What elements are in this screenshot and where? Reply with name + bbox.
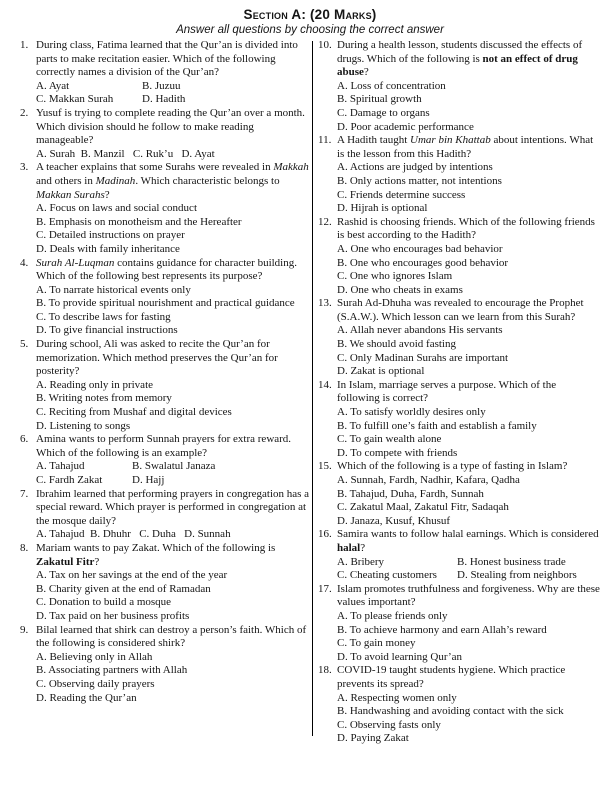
stem-text: Rashid is choosing friends. Which of the following friends is best according to the Hadith? bbox=[337, 215, 595, 242]
answer-options-row: A. Surah B. Manzil C. Ruk’u D. Ayat bbox=[36, 147, 215, 160]
question-body bbox=[36, 624, 312, 706]
answer-option: C. To gain money bbox=[337, 637, 416, 650]
answer-option: D. One who cheats in exams bbox=[337, 283, 463, 296]
question-number: 8. bbox=[20, 541, 29, 554]
question-number: 3. bbox=[20, 161, 29, 174]
question-number: 7. bbox=[20, 487, 29, 500]
answer-option: A. One who encourages bad behavior bbox=[337, 242, 503, 255]
answer-option: C. Only Madinan Surahs are important bbox=[337, 351, 509, 364]
question-body bbox=[36, 161, 312, 256]
answer-option: B. To provide spiritual nourishment and practical guidance bbox=[36, 297, 295, 310]
answer-option: B. Only actions matter, not intentions bbox=[337, 174, 502, 187]
stem-text: Umar bin Khattab bbox=[410, 134, 491, 147]
answer-option: B. Honest business trade bbox=[457, 555, 566, 568]
answer-option: A. Tax on her savings at the end of the year bbox=[36, 569, 228, 582]
question-stem bbox=[337, 134, 600, 161]
question-body bbox=[337, 379, 600, 461]
question-body bbox=[337, 39, 600, 134]
question-8 bbox=[20, 542, 312, 624]
answer-option: C. To describe laws for fasting bbox=[36, 310, 171, 323]
stem-text: Surah Al-Luqman bbox=[36, 256, 115, 269]
question-number: 12. bbox=[318, 215, 332, 228]
stem-text: A Hadith taught bbox=[337, 134, 411, 147]
question-body bbox=[36, 433, 312, 487]
answer-options-row bbox=[36, 460, 312, 474]
answer-option: C. Cheating customers bbox=[337, 569, 437, 582]
answer-option: B. One who encourages good behavior bbox=[337, 256, 509, 269]
answer-option: C. Reciting from Mushaf and digital devices bbox=[36, 406, 232, 419]
question-number: 16. bbox=[318, 528, 332, 541]
stem-text: ? bbox=[94, 555, 100, 568]
stem-text: Samira wants to follow halal earnings. Which is considered bbox=[337, 528, 599, 541]
answer-option: B. Spiritual growth bbox=[337, 93, 422, 106]
question-stem bbox=[36, 107, 312, 148]
stem-text: In Islam, marriage serves a purpose. Which of the following is correct? bbox=[337, 378, 557, 405]
question-number: 17. bbox=[318, 582, 332, 595]
answer-option: A. Tahajud bbox=[36, 460, 85, 473]
answer-option: A. Loss of concentration bbox=[337, 79, 446, 92]
answer-option: B. We should avoid fasting bbox=[337, 338, 456, 351]
stem-text: about intentions. What is the lesson from this Hadith? bbox=[337, 134, 594, 160]
answer-option: B. Associating partners with Allah bbox=[36, 664, 188, 677]
stem-text: Yusuf is trying to complete reading the Qur’an over a month. Which division should he follow to make reading manageable? bbox=[36, 106, 305, 147]
answer-option: A. To satisfy worldly desires only bbox=[337, 406, 486, 419]
answer-option: C. To gain wealth alone bbox=[337, 433, 442, 446]
stem-text: Makkan Surahs bbox=[36, 188, 105, 201]
question-stem bbox=[337, 460, 600, 474]
answer-option: D. Janaza, Kusuf, Khusuf bbox=[337, 514, 451, 527]
question-stem bbox=[36, 488, 312, 529]
stem-text: ? bbox=[104, 188, 110, 201]
answer-option: C. Friends determine success bbox=[337, 188, 466, 201]
question-body bbox=[337, 134, 600, 216]
question-stem bbox=[337, 379, 600, 406]
question-10 bbox=[318, 39, 600, 134]
question-15 bbox=[318, 460, 600, 528]
question-body bbox=[337, 528, 600, 582]
stem-text: and others in bbox=[36, 174, 96, 187]
answer-option: C. Zakatul Maal, Zakatul Fitr, Sadaqah bbox=[337, 501, 509, 514]
stem-text: Mariam wants to pay Zakat. Which of the following is bbox=[36, 541, 276, 554]
stem-text: ? bbox=[363, 66, 369, 79]
question-body bbox=[36, 338, 312, 433]
question-number: 9. bbox=[20, 623, 29, 636]
answer-option: A. To please friends only bbox=[337, 609, 448, 622]
question-number: 5. bbox=[20, 338, 29, 351]
question-9 bbox=[20, 624, 312, 706]
question-1 bbox=[20, 39, 312, 107]
question-stem bbox=[36, 338, 312, 379]
answer-option: A. Focus on laws and social conduct bbox=[36, 202, 197, 215]
page-header bbox=[20, 6, 600, 37]
answer-option: C. Observing daily prayers bbox=[36, 677, 155, 690]
question-stem bbox=[36, 624, 312, 651]
answer-option: D. Stealing from neighbors bbox=[457, 569, 577, 582]
question-stem bbox=[36, 433, 312, 460]
answer-options-row: A. Tahajud B. Dhuhr C. Duha D. Sunnah bbox=[36, 528, 231, 541]
stem-text: ? bbox=[360, 541, 366, 554]
question-stem bbox=[337, 664, 600, 691]
question-7 bbox=[20, 488, 312, 542]
question-number: 15. bbox=[318, 460, 332, 473]
question-stem bbox=[36, 257, 312, 284]
answer-option: B. To achieve harmony and earn Allah’s reward bbox=[337, 623, 547, 636]
stem-text: not an effect of drug abuse bbox=[337, 52, 578, 79]
question-number: 14. bbox=[318, 378, 332, 391]
answer-option: A. To narrate historical events only bbox=[36, 283, 191, 296]
answer-option: D. Hadith bbox=[142, 93, 186, 106]
question-16 bbox=[318, 528, 600, 582]
answer-options-row bbox=[337, 569, 600, 583]
answer-option: A. Bribery bbox=[337, 555, 385, 568]
answer-options-row bbox=[36, 80, 312, 94]
stem-text: . Which characteristic belongs to bbox=[135, 174, 280, 187]
question-2 bbox=[20, 107, 312, 161]
answer-option: D. Reading the Qur’an bbox=[36, 691, 137, 704]
question-body bbox=[337, 583, 600, 665]
question-18 bbox=[318, 664, 600, 746]
answer-option: D. Paying Zakat bbox=[337, 732, 409, 745]
question-5 bbox=[20, 338, 312, 433]
question-13 bbox=[318, 297, 600, 379]
answer-option: D. Listening to songs bbox=[36, 419, 131, 432]
answer-option: B. Charity given at the end of Ramadan bbox=[36, 582, 211, 595]
question-11 bbox=[318, 134, 600, 216]
stem-text: contains guidance for character building. Which of the following best represents its purpose? bbox=[36, 256, 297, 283]
answer-option: D. Hajj bbox=[132, 474, 165, 486]
question-stem bbox=[337, 39, 600, 80]
question-number: 10. bbox=[318, 39, 332, 51]
question-6 bbox=[20, 433, 312, 487]
answer-option: D. To compete with friends bbox=[337, 446, 458, 459]
stem-text: Madinah bbox=[95, 174, 136, 187]
stem-text: Surah Ad-Dhuha was revealed to encourage the Prophet (S.A.W.). Which lesson can we learn from this Surah? bbox=[337, 297, 584, 323]
question-number: 1. bbox=[20, 39, 29, 51]
stem-text: Zakatul Fitr bbox=[36, 555, 95, 568]
question-3 bbox=[20, 161, 312, 256]
question-body bbox=[337, 460, 600, 528]
answer-option: D. Tax paid on her business profits bbox=[36, 609, 190, 622]
stem-text: During class, Fatima learned that the Qur’an is divided into parts to make recitation easier. Which of the following correctly names a division of the Qur’an? bbox=[36, 39, 298, 79]
answer-option: C. Makkan Surah bbox=[36, 93, 114, 106]
answer-option: B. Swalatul Janaza bbox=[132, 460, 216, 473]
answer-option: A. Actions are judged by intentions bbox=[337, 161, 493, 174]
question-stem bbox=[36, 39, 312, 80]
question-stem bbox=[337, 528, 600, 555]
answer-option: A. Believing only in Allah bbox=[36, 650, 153, 663]
section-title: Section A: (20 Marks) bbox=[243, 7, 377, 22]
question-body bbox=[36, 542, 312, 624]
question-14 bbox=[318, 379, 600, 461]
answer-options-row bbox=[337, 556, 600, 570]
stem-text: A teacher explains that some Surahs were revealed in bbox=[36, 161, 274, 174]
question-body bbox=[36, 488, 312, 542]
question-stem bbox=[337, 216, 600, 243]
stem-text: During school, Ali was asked to recite the Qur’an for memorization. Which method preserves the Qur’an for posterity? bbox=[36, 338, 278, 378]
questions-column-left bbox=[20, 39, 312, 746]
answer-option: C. Fardh Zakat bbox=[36, 474, 103, 486]
answer-option: A. Allah never abandons His servants bbox=[337, 324, 503, 337]
answer-option: D. Zakat is optional bbox=[337, 365, 425, 378]
answer-options-row bbox=[36, 474, 312, 488]
question-body bbox=[36, 107, 312, 161]
question-columns bbox=[20, 39, 600, 746]
answer-option: A. Ayat bbox=[36, 79, 70, 92]
question-4 bbox=[20, 257, 312, 339]
answer-option: A. Respecting women only bbox=[337, 691, 457, 704]
stem-text: Bilal learned that shirk can destroy a person’s faith. Which of the following is considered shirk? bbox=[36, 623, 307, 650]
answer-option: D. Hijrah is optional bbox=[337, 202, 428, 215]
question-body bbox=[36, 39, 312, 107]
answer-options-row bbox=[36, 93, 312, 107]
answer-option: D. Poor academic performance bbox=[337, 120, 474, 133]
answer-option: C. Observing fasts only bbox=[337, 718, 441, 731]
answer-option: B. Writing notes from memory bbox=[36, 392, 172, 405]
question-12 bbox=[318, 216, 600, 298]
answer-option: B. Juzuu bbox=[142, 79, 181, 92]
column-divider bbox=[312, 41, 313, 736]
question-stem bbox=[36, 161, 312, 202]
questions-column-right bbox=[318, 39, 600, 746]
question-stem bbox=[337, 297, 600, 324]
stem-text: Which of the following is a type of fasting in Islam? bbox=[337, 460, 568, 473]
answer-option: C. Detailed instructions on prayer bbox=[36, 229, 185, 242]
stem-text: Islam promotes truthfulness and forgiveness. Why are these values important? bbox=[337, 582, 600, 609]
question-number: 2. bbox=[20, 106, 29, 119]
answer-option: C. Donation to build a mosque bbox=[36, 596, 172, 609]
question-body bbox=[36, 257, 312, 339]
question-body bbox=[337, 297, 600, 379]
stem-text: Amina wants to perform Sunnah prayers for extra reward. Which of the following is an example? bbox=[36, 433, 292, 459]
answer-option: A. Reading only in private bbox=[36, 378, 154, 391]
question-17 bbox=[318, 583, 600, 665]
question-number: 4. bbox=[20, 256, 29, 269]
answer-option: B. Tahajud, Duha, Fardh, Sunnah bbox=[337, 487, 484, 500]
stem-text: Makkah bbox=[273, 161, 309, 174]
stem-text: COVID-19 taught students hygiene. Which practice prevents its spread? bbox=[337, 664, 566, 690]
question-body bbox=[337, 664, 600, 746]
answer-option: C. Damage to organs bbox=[337, 106, 430, 119]
question-number: 11. bbox=[318, 134, 332, 147]
answer-option: B. Emphasis on monotheism and the Hereafter bbox=[36, 215, 242, 228]
question-stem bbox=[36, 542, 312, 569]
question-number: 18. bbox=[318, 664, 332, 677]
stem-text: During a health lesson, students discussed the effects of drugs. Which of the following is bbox=[337, 39, 583, 65]
question-body bbox=[337, 216, 600, 298]
question-number: 13. bbox=[318, 297, 332, 310]
answer-option: D. To avoid learning Qur’an bbox=[337, 650, 462, 663]
stem-text: Ibrahim learned that performing prayers in congregation has a special reward. Which prayer is performed in congregation at the mosque daily? bbox=[36, 487, 310, 527]
answer-option: B. Handwashing and avoiding contact with the sick bbox=[337, 705, 564, 718]
answer-option: D. To give financial instructions bbox=[36, 324, 178, 337]
answer-option: B. To fulfill one’s faith and establish a family bbox=[337, 419, 537, 432]
answer-option: A. Sunnah, Fardh, Nadhir, Kafara, Qadha bbox=[337, 474, 520, 486]
stem-text: halal bbox=[337, 541, 361, 554]
answer-option: D. Deals with family inheritance bbox=[36, 242, 180, 255]
question-stem bbox=[337, 583, 600, 610]
section-instructions: Answer all questions by choosing the correct answer bbox=[176, 24, 444, 36]
question-number: 6. bbox=[20, 433, 29, 446]
answer-option: C. One who ignores Islam bbox=[337, 270, 453, 283]
